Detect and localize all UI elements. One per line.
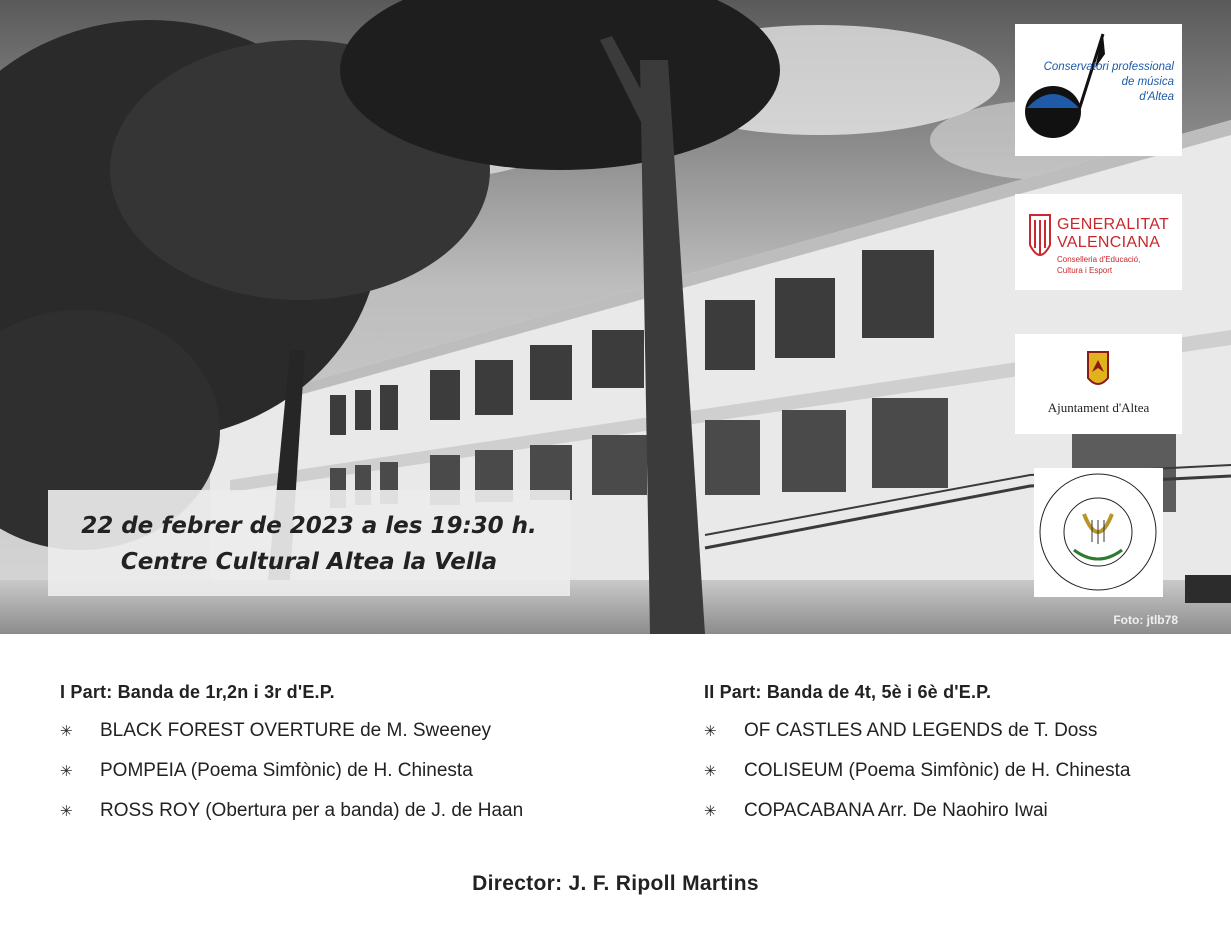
conservatori-line-1: Conservatori professional xyxy=(1043,61,1174,73)
piece-title: BLACK FOREST OVERTURE de M. Sweeney xyxy=(100,720,492,741)
program-piece xyxy=(60,711,523,751)
generalitat-title-2: VALENCIANA xyxy=(1057,234,1161,251)
piece-title: ROSS ROY (Obertura per a banda) de J. de Haan xyxy=(100,800,524,821)
generalitat-crest-icon xyxy=(1025,210,1055,270)
event-info-box xyxy=(48,490,570,596)
program-part-1 xyxy=(60,682,523,831)
photo-credit: Foto: jtlb78 xyxy=(1113,613,1178,627)
asterisk-bullet-icon: ✳ xyxy=(704,723,717,740)
piece-title: COPACABANA Arr. De Naohiro Iwai xyxy=(744,800,1048,821)
conservatori-line-3: d'Altea xyxy=(1139,91,1174,103)
director-credit: Director: J. F. Ripoll Martins xyxy=(472,872,759,895)
piece-title: POMPEIA (Poema Simfònic) de H. Chinesta xyxy=(100,760,473,781)
event-date-time: 22 de febrer de 2023 a les 19:30 h. xyxy=(81,513,537,539)
program-part-2 xyxy=(704,682,1130,831)
altea-shield-icon xyxy=(1086,350,1110,390)
piece-title: COLISEUM (Poema Simfònic) de H. Chinesta xyxy=(744,760,1131,781)
asterisk-bullet-icon: ✳ xyxy=(60,803,73,820)
societat-recreativa-logo xyxy=(1034,468,1163,597)
generalitat-logo xyxy=(1015,194,1182,290)
conservatori-line-2: de música xyxy=(1121,76,1174,88)
generalitat-sub-2: Cultura i Esport xyxy=(1057,266,1113,275)
part-2-title: II Part: Banda de 4t, 5è i 6è d'E.P. xyxy=(704,682,992,702)
ajuntament-logo xyxy=(1015,334,1182,434)
event-venue: Centre Cultural Altea la Vella xyxy=(120,549,498,575)
program-piece xyxy=(60,751,523,791)
conservatori-logo xyxy=(1015,24,1182,156)
part-1-title: I Part: Banda de 1r,2n i 3r d'E.P. xyxy=(60,682,335,702)
generalitat-title-1: GENERALITAT xyxy=(1057,216,1170,233)
generalitat-sub-1: Conselleria d'Educació, xyxy=(1057,255,1141,264)
ajuntament-name: Ajuntament d'Altea xyxy=(1047,400,1150,415)
asterisk-bullet-icon: ✳ xyxy=(704,803,717,820)
piece-title: OF CASTLES AND LEGENDS de T. Doss xyxy=(744,720,1098,741)
lyre-seal-icon xyxy=(1034,468,1163,597)
asterisk-bullet-icon: ✳ xyxy=(704,763,717,780)
program-piece xyxy=(704,751,1130,791)
asterisk-bullet-icon: ✳ xyxy=(60,723,73,740)
program-piece xyxy=(704,711,1130,751)
program-piece xyxy=(704,791,1130,831)
asterisk-bullet-icon: ✳ xyxy=(60,763,73,780)
program-piece xyxy=(60,791,523,831)
